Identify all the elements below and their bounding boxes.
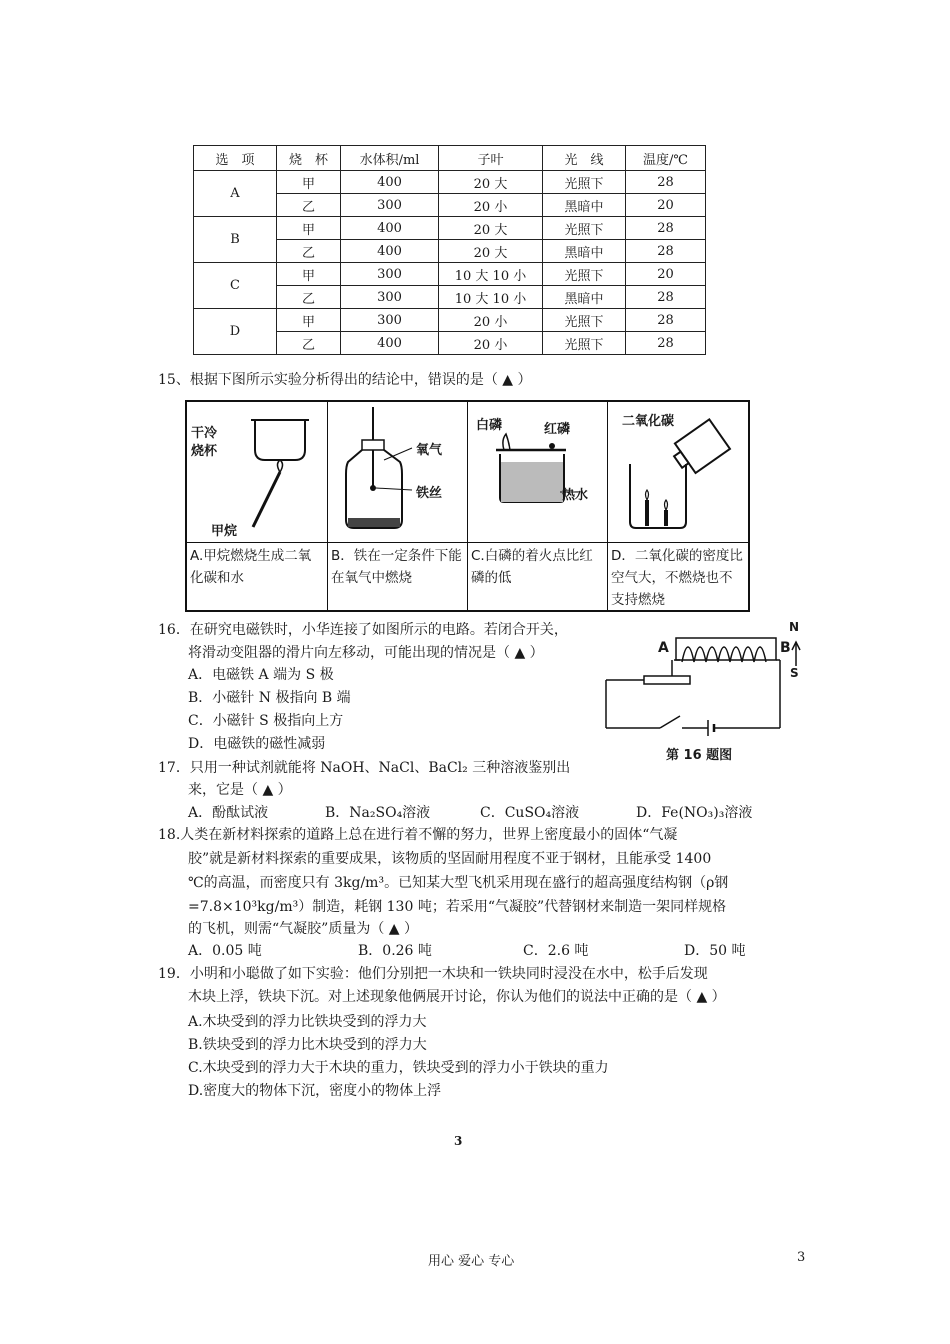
- cell-temp: 28: [626, 309, 706, 332]
- q17-stem-line2: 来，它是（ ▲ ）: [188, 782, 292, 798]
- cell-cup: 甲: [277, 171, 341, 194]
- caption-a: A.甲烷燃烧生成二氧化碳和水: [187, 542, 328, 612]
- cell-cup: 乙: [277, 332, 341, 355]
- q16-stem-line1: 16．在研究电磁铁时，小华连接了如图所示的电路。若闭合开关，: [158, 622, 568, 638]
- q18-line2: 胶”就是新材料探索的重要成果，该物质的坚固耐用程度不亚于钢材，且能承受 1400: [188, 851, 712, 867]
- cell-light: 光照下: [543, 309, 626, 332]
- cell-water: 300: [341, 194, 439, 217]
- cell-temp: 28: [626, 240, 706, 263]
- q18-line3: ℃的高温，而密度只有 3kg/m³。已知某大型飞机采用现在盛行的超高强度结构钢（ρ钢: [188, 875, 729, 891]
- q17-stem-line1: 17．只用一种试剂就能将 NaOH、NaCl、BaCl₂ 三种溶液鉴别出: [158, 760, 571, 776]
- th-water: 水体积/ml: [341, 146, 439, 171]
- label-red-phosphorus: 红磷: [544, 422, 571, 437]
- q17-option-d: D．Fe(NO₃)₃溶液: [636, 805, 753, 821]
- cell-temp: 28: [626, 217, 706, 240]
- q18-option-d: D．50 吨: [684, 943, 746, 959]
- th-option: 选 项: [194, 146, 277, 171]
- q16-stem-line2: 将滑动变阻器的滑片向左移动，可能出现的情况是（ ▲ ）: [188, 645, 544, 661]
- cell-seed: 20 大: [439, 240, 543, 263]
- q16-figure: [600, 616, 810, 766]
- cell-temp: 20: [626, 194, 706, 217]
- electromagnet-circuit-illustration: [600, 616, 810, 746]
- cell-seed: 20 大: [439, 217, 543, 240]
- table-row: [194, 309, 706, 332]
- caption-c: C.白磷的着火点比红磷的低: [468, 542, 608, 612]
- cell-light: 黑暗中: [543, 194, 626, 217]
- cell-cup: 甲: [277, 263, 341, 286]
- q15-figure: [185, 400, 750, 612]
- th-seed: 子叶: [439, 146, 543, 171]
- cell-cup: 乙: [277, 240, 341, 263]
- q18-option-a: A．0.05 吨: [188, 943, 262, 959]
- table-header-row: [194, 146, 706, 171]
- cell-water: 400: [341, 240, 439, 263]
- cell-option: A: [194, 171, 277, 217]
- cell-temp: 20: [626, 263, 706, 286]
- cell-option: C: [194, 263, 277, 309]
- q17-option-a: A．酚酞试液: [188, 805, 269, 821]
- cell-seed: 20 小: [439, 194, 543, 217]
- cell-water: 400: [341, 171, 439, 194]
- th-light: 光 线: [543, 146, 626, 171]
- table-row: [194, 263, 706, 286]
- q19-option-d: D.密度大的物体下沉，密度小的物体上浮: [188, 1083, 442, 1099]
- cell-temp: 28: [626, 286, 706, 309]
- caption-b: B．铁在一定条件下能在氧气中燃烧: [328, 542, 468, 612]
- th-temp: 温度/℃: [626, 146, 706, 171]
- cell-water: 300: [341, 309, 439, 332]
- q19-line2: 木块上浮，铁块下沉。对上述现象他俩展开讨论，你认为他们的说法中正确的是（ ▲ ）: [188, 989, 726, 1005]
- scan-page-number: 3: [454, 1134, 463, 1148]
- cell-water: 300: [341, 263, 439, 286]
- label-carbon-dioxide: 二氧化碳: [622, 414, 675, 429]
- th-cup: 烧 杯: [277, 146, 341, 171]
- cell-seed: 20 小: [439, 309, 543, 332]
- label-end-b: B: [780, 640, 791, 656]
- cell-light: 黑暗中: [543, 286, 626, 309]
- cell-light: 光照下: [543, 171, 626, 194]
- cell-water: 400: [341, 217, 439, 240]
- cell-cup: 乙: [277, 194, 341, 217]
- cell-water: 400: [341, 332, 439, 355]
- panel-b: [328, 402, 468, 542]
- panel-c: [468, 402, 608, 542]
- label-beaker: 烧杯: [191, 444, 218, 459]
- cell-cup: 甲: [277, 309, 341, 332]
- q15-stem: 15、根据下图所示实验分析得出的结论中，错误的是（ ▲ ）: [158, 372, 532, 388]
- label-methane: 甲烷: [211, 524, 238, 539]
- q17-option-b: B．Na₂SO₄溶液: [325, 805, 431, 821]
- label-south: S: [790, 666, 799, 680]
- q19-option-a: A.木块受到的浮力比铁块受到的浮力大: [188, 1014, 427, 1030]
- cell-light: 光照下: [543, 332, 626, 355]
- q18-option-b: B．0.26 吨: [358, 943, 432, 959]
- label-dry-cold: 干冷: [191, 426, 218, 441]
- cell-light: 光照下: [543, 263, 626, 286]
- label-hot-water: 热水: [562, 488, 589, 503]
- experiment-table: [193, 145, 706, 355]
- caption-d: D．二氧化碳的密度比空气大，不燃烧也不支持燃烧: [608, 542, 748, 612]
- q16-option-d: D．电磁铁的磁性减弱: [188, 736, 326, 752]
- figure-caption: 第 16 题图: [666, 748, 733, 763]
- q18-line4: =7.8×10³kg/m³）制造，耗钢 130 吨；若采用“气凝胶”代替钢材来制造一架同样规格: [188, 899, 727, 915]
- cell-option: B: [194, 217, 277, 263]
- cell-cup: 乙: [277, 286, 341, 309]
- q19-line1: 19．小明和小聪做了如下实验：他们分别把一木块和一铁块同时浸没在水中，松手后发现: [158, 966, 708, 982]
- q19-option-c: C.木块受到的浮力大于木块的重力，铁块受到的浮力小于铁块的重力: [188, 1060, 609, 1076]
- label-end-a: A: [658, 640, 669, 656]
- cell-light: 黑暗中: [543, 240, 626, 263]
- label-north: N: [789, 620, 800, 634]
- label-white-phosphorus: 白磷: [476, 418, 503, 433]
- cell-seed: 10 大 10 小: [439, 263, 543, 286]
- cell-temp: 28: [626, 171, 706, 194]
- cell-option: D: [194, 309, 277, 355]
- panel-a: [187, 402, 328, 542]
- cell-seed: 20 大: [439, 171, 543, 194]
- cell-cup: 甲: [277, 217, 341, 240]
- q17-option-c: C．CuSO₄溶液: [480, 805, 580, 821]
- panel-d: [608, 402, 748, 542]
- q16-option-a: A．电磁铁 A 端为 S 极: [188, 667, 334, 683]
- footer-motto: 用心 爱心 专心: [428, 1254, 515, 1269]
- table-row: [194, 217, 706, 240]
- q18-option-c: C．2.6 吨: [523, 943, 589, 959]
- page-number: 3: [797, 1250, 806, 1265]
- table-row: [194, 171, 706, 194]
- cell-seed: 10 大 10 小: [439, 286, 543, 309]
- label-iron-wire: 铁丝: [416, 486, 443, 501]
- cell-seed: 20 小: [439, 332, 543, 355]
- q16-option-c: C．小磁针 S 极指向上方: [188, 713, 344, 729]
- q16-option-b: B．小磁针 N 极指向 B 端: [188, 690, 351, 706]
- cell-water: 300: [341, 286, 439, 309]
- label-oxygen: 氧气: [416, 443, 443, 458]
- q19-option-b: B.铁块受到的浮力比木块受到的浮力大: [188, 1037, 427, 1053]
- cell-temp: 28: [626, 332, 706, 355]
- cell-light: 光照下: [543, 217, 626, 240]
- iron-in-oxygen-illustration: [328, 402, 468, 542]
- q18-line5: 的飞机，则需“气凝胶”质量为（ ▲ ）: [188, 921, 418, 937]
- q18-line1: 18.人类在新材料探索的道路上总在进行着不懈的努力，世界上密度最小的固体“气凝: [158, 827, 678, 843]
